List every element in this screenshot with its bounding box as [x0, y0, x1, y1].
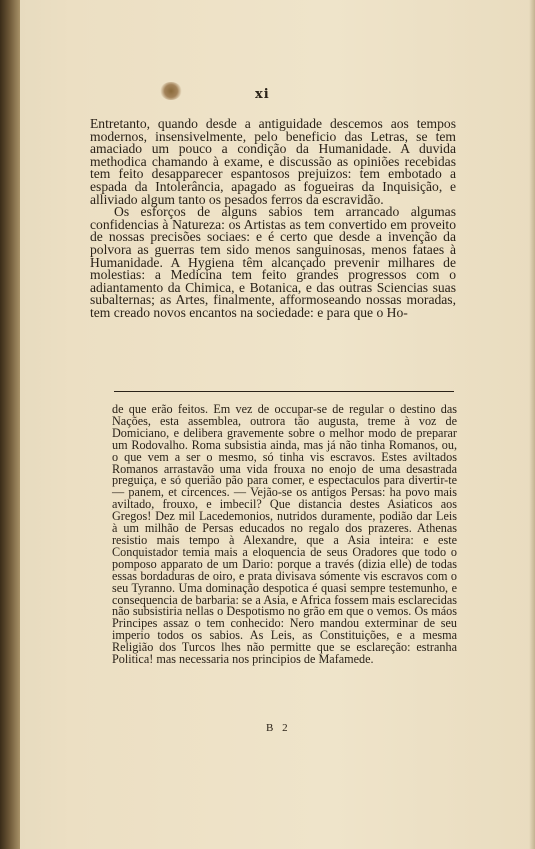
paragraph-esforcos: Os esforços de alguns sabios tem arrancado algumas confidencias à Natureza: os Artistas as tem convertido em proveito de nossas precisões sociaes: e é certo que desde a invenção da polvora as guerras tem sido menos sanguinosas, menos fataes à Humanidade. A Hygiena têm alcançado prevenir milhares de molestias: a Medicina tem feito grandes progressos com o adiantamento da Chimica, e Botanica, e das outras Sciencias suas subalternas; as Artes, finalmente, afformoseando nossas moradas, tem creado novos encantos na sociedade: e para que o Ho-: [90, 204, 456, 320]
main-text: [90, 118, 456, 320]
footnote: [112, 404, 457, 666]
signature-mark: B 2: [266, 722, 291, 734]
page-number: xi: [255, 87, 270, 102]
book-gutter: [0, 0, 20, 849]
page-edge-shadow: [529, 0, 535, 849]
ink-stain: [160, 82, 182, 100]
paragraph-entretanto: Entretanto, quando desde a antiguidade descemos aos tempos modernos, insensivelmente, pelo beneficio das Letras, se tem amaciado um pouco a condição da Humanidade. A duvida methodica chamando à exame, e discussão as opiniões recebidas tem feito desapparecer espantosos prejuizos: tem embotado a espada da Intolerância, apagado as fogueiras da Inquisição, e alliviado algum tanto os pesados ferros da escravidão.: [90, 116, 456, 207]
footnote-text: de que erão feitos. Em vez de occupar-se de regular o destino das Nações, esta assemblea, outrora tão augusta, treme à voz de Domiciano, e delibera gravemente sobre o melhor modo de preparar um Rodovalho. Roma subsistia ainda, mas já não tinha Romanos, ou, o que vem a ser o mesmo, só tinha vis escravos. Estes aviltados Romanos arrastavão uma vida frouxa no enojo de uma desastrada preguiça, e só querião pão para comer, e espectaculos para divertir-te — panem, et circences. — Vejão-se os antigos Persas: ha povo mais aviltado, frouxo, e imbecil? Que distancia destes Asiaticos aos Gregos! Dez mil Lacedemonios, nutridos duramente, podião dar Leis à um milhão de Persas educados no regalo dos prazeres. Athenas resistio mais tempo à Alexandre, que a Asia inteira: e este Conquistador temia mais a eloquencia de seus Oradores que todo o pomposo apparato de um Dario: porque a través (dizia elle) de todas essas bordaduras de oiro, e prata divisava sómente vis escravos com o seu Tyranno. Uma dominação despotica é quasi sempre testemunho, e consequencia de barbaria: se a Asia, e Africa fossem mais esclarecidas não subsistiria nellas o Despotismo no grão em que o vemos. Os máos Principes assaz o tem conhecido: Nero mandou exterminar de seu imperio todos os sabios. As Leis, as Constituições, e a mesma Religião dos Turcos lhes não permitte que se esclareção: estranha Politica! mas necessaria nos principios de Mafamede.: [112, 402, 457, 667]
footnote-rule: [114, 391, 454, 392]
